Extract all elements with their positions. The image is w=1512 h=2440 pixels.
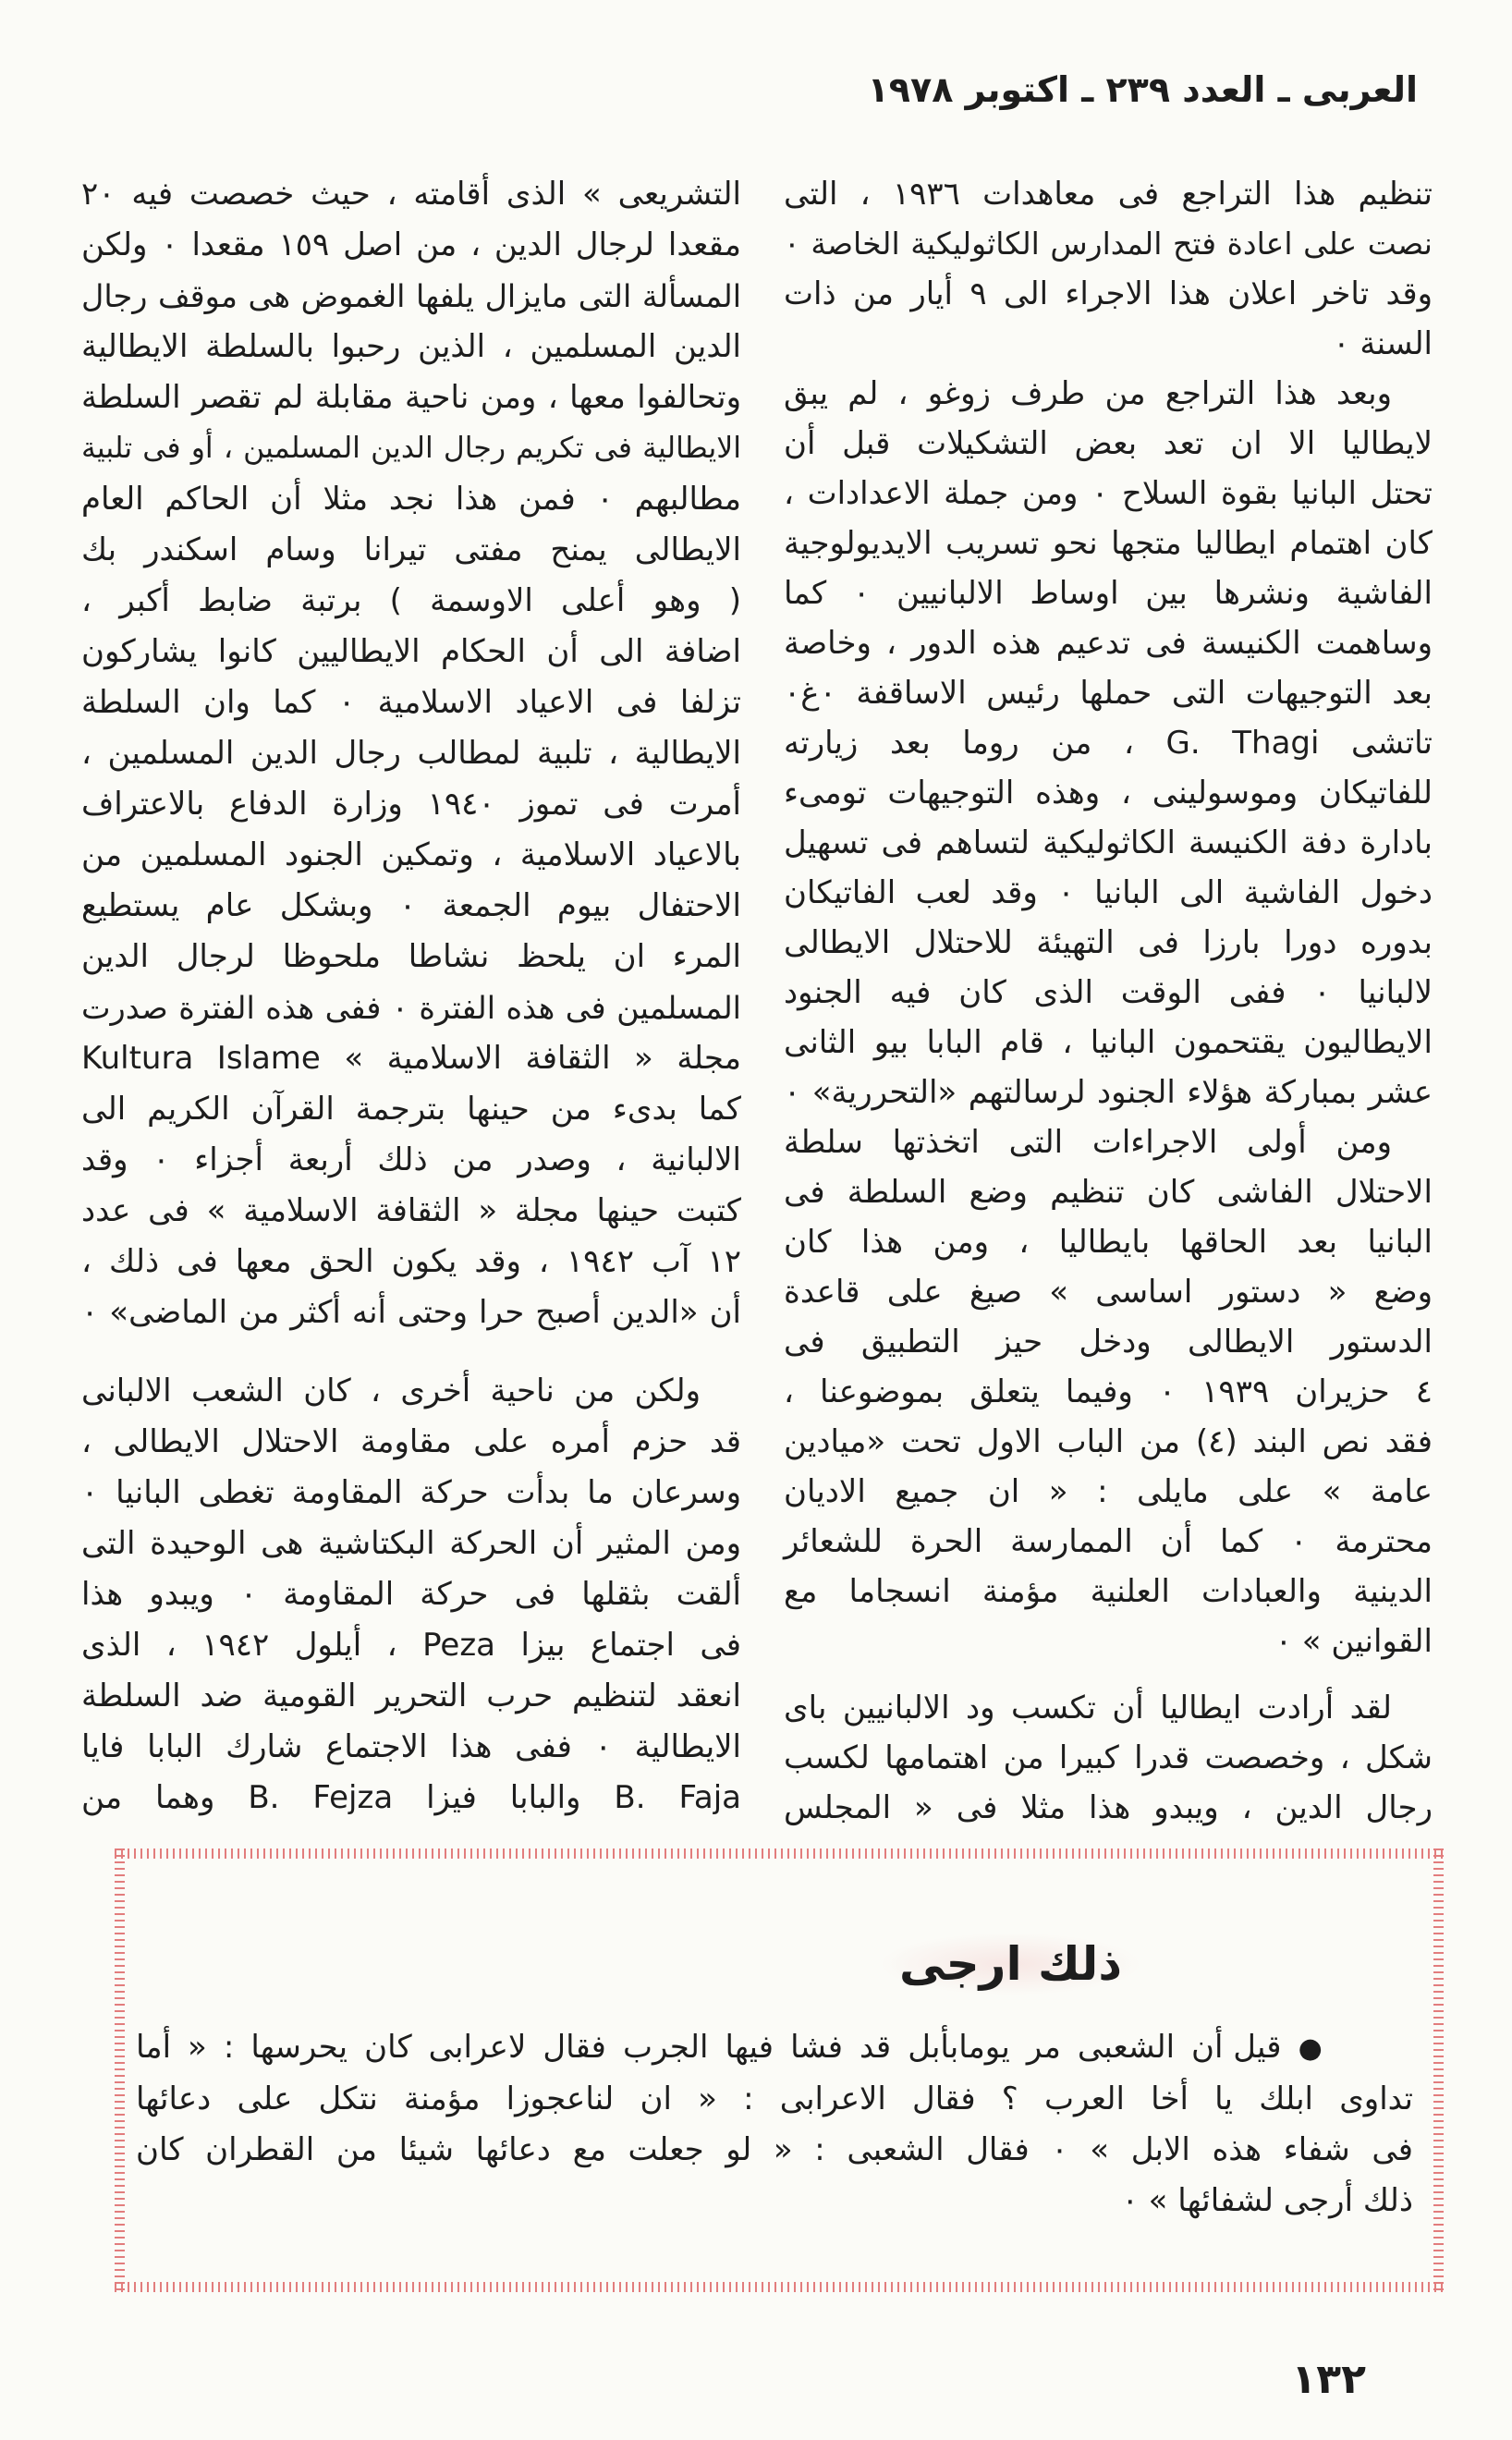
left-column-line: الايطالية فى تكريم رجال الدين المسلمين ، أو فى تلبية xyxy=(81,432,741,465)
right-column-line: فقد نص البند (٤) من الباب الاول تحت «ميادين xyxy=(784,1423,1433,1460)
right-column-line: بعد التوجيهات التى حملها رئيس الاساقفة ٠غ٠ xyxy=(784,675,1433,712)
right-column-line: تحتل البانيا بقوة السلاح ٠ ومن جملة الاعدادات ، xyxy=(784,475,1433,512)
bullet-icon: ● xyxy=(1298,2032,1329,2065)
left-column-line: مجلة « الثقافة الاسلامية » Kultura Islame xyxy=(81,1040,741,1077)
left-column-line: التشريعى » الذى أقامته ، حيث خصصت فيه ٢٠ xyxy=(81,176,741,213)
left-column-line: ولكن من ناحية أخرى ، كان الشعب الالبانى xyxy=(81,1372,701,1409)
left-column-line: الايطالية ٠ ففى هذا الاجتماع شارك البابا فايا xyxy=(81,1728,741,1765)
left-column-line: بالاعياد الاسلامية ، وتمكين الجنود المسلمين من xyxy=(81,836,741,873)
box-line xyxy=(136,2022,1413,2074)
left-column-line: انعقد لتنظيم حرب التحرير القومية ضد السلطة xyxy=(81,1678,741,1714)
right-column-line: عامة » على مايلى : « ان جميع الاديان xyxy=(784,1473,1433,1510)
paragraph xyxy=(784,169,1433,369)
left-column-line: الايطالية ، تلبية لمطالب رجال الدين المسلمين ، xyxy=(81,735,741,772)
left-column-line: الايطالى يمنح مفتى تيرانا وسام اسكندر بك xyxy=(81,531,741,568)
right-column-line: شكل ، وخصصت قدرا كبيرا من اهتمامها لكسب xyxy=(784,1739,1433,1776)
right-column-line: ٤ حزيران ١٩٣٩ ٠ وفيما يتعلق بموضوعنا ، xyxy=(784,1373,1433,1410)
right-column-line: وقد تاخر اعلان هذا الاجراء الى ٩ أيار من ذات xyxy=(784,275,1433,312)
right-column-line: لالبانيا ٠ ففى الوقت الذى كان فيه الجنود xyxy=(784,974,1433,1011)
right-column-line: لقد أرادت ايطاليا أن تكسب ود الالبانيين باى xyxy=(784,1690,1392,1726)
right-column-line: السنة ٠ xyxy=(1333,325,1433,362)
right-column-line: البانيا بعد الحاقها بايطاليا ، ومن هذا كان xyxy=(784,1224,1433,1261)
right-column-line: بادارة دفة الكنيسة الكاثوليكية لتساهم فى تسهيل xyxy=(784,824,1433,861)
right-column-line: رجال الدين ، ويبدو هذا مثلا فى « المجلس xyxy=(784,1789,1433,1826)
left-column-line: الاحتفال بيوم الجمعة ٠ وبشكل عام يستطيع xyxy=(81,887,741,924)
sidebar-box-title: ذلك ارجى xyxy=(883,1934,1139,1995)
right-column-line: الايطاليون يقتحمون البانيا ، قام البابا بيو الثانى xyxy=(784,1024,1433,1061)
left-column-line: وسرعان ما بدأت حركة المقاومة تغطى البانيا ٠ xyxy=(81,1474,741,1511)
left-column-line: ألقت بثقلها فى حركة المقاومة ٠ ويبدو هذا xyxy=(81,1576,741,1613)
left-column-line: كما بدىء من حينها بترجمة القرآن الكريم الى xyxy=(81,1091,741,1128)
paragraph xyxy=(81,1366,741,1824)
paragraph xyxy=(784,1117,1433,1666)
running-head: العربى ـ العدد ٢٣٩ ـ اكتوبر ١٩٧٨ xyxy=(867,69,1418,110)
right-column-line: وساهمت الكنيسة فى تدعيم هذه الدور ، وخاصة xyxy=(784,625,1433,662)
right-column-line: الدستور الايطالى ودخل حيز التطبيق فى xyxy=(784,1324,1433,1360)
right-column-line: تاتشى G. Thagi ، من روما بعد زيارته xyxy=(784,725,1433,762)
left-column-line: المرء ان يلحظ نشاطا ملحوظا لرجال الدين xyxy=(81,938,741,975)
box-line: تداوى ابلك يا أخا العرب ؟ فقال الاعرابى : « ان لناعجوزا مؤمنة نتكل على دعائها xyxy=(136,2080,1413,2117)
left-column xyxy=(81,169,741,1824)
right-column-line: عشر بمباركة هؤلاء الجنود لرسالتهم «التحررية» ٠ xyxy=(784,1074,1433,1111)
right-column-line: تنظيم هذا التراجع فى معاهدات ١٩٣٦ ، التى xyxy=(784,176,1433,213)
right-column-line: ومن أولى الاجراءات التى اتخذتها سلطة xyxy=(784,1124,1392,1161)
right-column-line: دخول الفاشية الى البانيا ٠ وقد لعب الفاتيكان xyxy=(784,874,1433,911)
box-line-text: قيل أن الشعبى مر يومابأبل قد فشا فيها الجرب فقال لاعرابى كان يحرسها : « أما xyxy=(136,2029,1282,2066)
box-line: ذلك أرجى لشفائها » ٠ xyxy=(1121,2182,1413,2219)
left-column-line: تزلفا فى الاعياد الاسلامية ٠ كما وان السلطة xyxy=(81,684,741,721)
box-line: فى شفاء هذه الابل » ٠ فقال الشعبى : « لو جعلت مع دعائها شيئا من القطران كان xyxy=(136,2131,1413,2168)
left-column-line: الالبانية ، وصدر من ذلك أربعة أجزاء ٠ وقد xyxy=(81,1141,742,1178)
paragraph xyxy=(784,369,1433,1117)
left-column-line: أن «الدين أصبح حرا وحتى أنه أكثر من الماضى» ٠ xyxy=(81,1294,741,1331)
left-column-line: قد حزم أمره على مقاومة الاحتلال الايطالى ، xyxy=(81,1423,741,1460)
right-column-line: القوانين » ٠ xyxy=(1274,1623,1433,1660)
right-column-line: لايطاليا الا ان تعد بعض التشكيلات قبل أن xyxy=(784,425,1433,462)
right-column-line: محترمة ٠ كما أن الممارسة الحرة للشعائر xyxy=(784,1523,1433,1560)
right-column-line: الدينية والعبادات العلنية مؤمنة انسجاما مع xyxy=(784,1573,1433,1610)
left-column-line: المسألة التى مايزال يلفها الغموض هى موقف رجال xyxy=(81,278,741,314)
left-column-line: ومن المثير أن الحركة البكتاشية هى الوحيدة التى xyxy=(81,1525,741,1562)
page-number: ١٣٢ xyxy=(1291,2356,1366,2403)
left-column-line: ( وهو أعلى الاوسمة ) برتبة ضابط أكبر ، xyxy=(81,582,741,619)
left-column-line: B. Faja والبابا فيزا B. Fejza وهما من xyxy=(81,1779,741,1816)
left-column-line: فى اجتماع بيزا Peza ، أيلول ١٩٤٢ ، الذى xyxy=(81,1627,741,1664)
left-column-line: وتحالفوا معها ، ومن ناحية مقابلة لم تقصر السلطة xyxy=(81,379,741,416)
paragraph xyxy=(81,169,741,1338)
left-column-line: المسلمين فى هذه الفترة ٠ ففى هذه الفترة صدرت xyxy=(81,990,741,1026)
left-column-line: اضافة الى أن الحكام الايطاليين كانوا يشاركون xyxy=(81,633,741,670)
right-column-line: كان اهتمام ايطاليا متجها نحو تسريب الايديولوجية xyxy=(784,525,1433,562)
right-column-line: وبعد هذا التراجع من طرف زوغو ، لم يبق xyxy=(784,375,1392,412)
right-column xyxy=(784,169,1433,1833)
left-column-line: أمرت فى تموز ١٩٤٠ وزارة الدفاع بالاعتراف xyxy=(81,786,742,823)
left-column-line: كتبت حينها مجلة « الثقافة الاسلامية » فى عدد xyxy=(81,1192,741,1229)
left-column-line: ١٢ آب ١٩٤٢ ، وقد يكون الحق معها فى ذلك ، xyxy=(81,1243,741,1280)
right-column-line: نصت على اعادة فتح المدارس الكاثوليكية الخاصة ٠ xyxy=(784,226,1433,262)
left-column-line: الدين المسلمين ، الذين رحبوا بالسلطة الايطالية xyxy=(81,328,741,365)
right-column-line: للفاتيكان وموسولينى ، وهذه التوجيهات تومىء xyxy=(784,775,1433,811)
right-column-line: وضع « دستور اساسى » صيغ على قاعدة xyxy=(784,1274,1433,1311)
paragraph xyxy=(784,1683,1433,1833)
left-column-line: مطالبهم ٠ فمن هذا نجد مثلا أن الحاكم العام xyxy=(81,481,741,518)
right-column-line: الاحتلال الفاشى كان تنظيم وضع السلطة فى xyxy=(784,1174,1433,1211)
right-column-line: الفاشية ونشرها بين اوساط الالبانيين ٠ كما xyxy=(784,575,1433,612)
sidebar-box xyxy=(115,1848,1444,2292)
left-column-line: مقعدا لرجال الدين ، من اصل ١٥٩ مقعدا ٠ ولكن xyxy=(81,226,741,263)
right-column-line: بدوره دورا بارزا فى التهيئة للاحتلال الايطالى xyxy=(784,924,1433,961)
sidebar-box-body xyxy=(136,2022,1413,2226)
